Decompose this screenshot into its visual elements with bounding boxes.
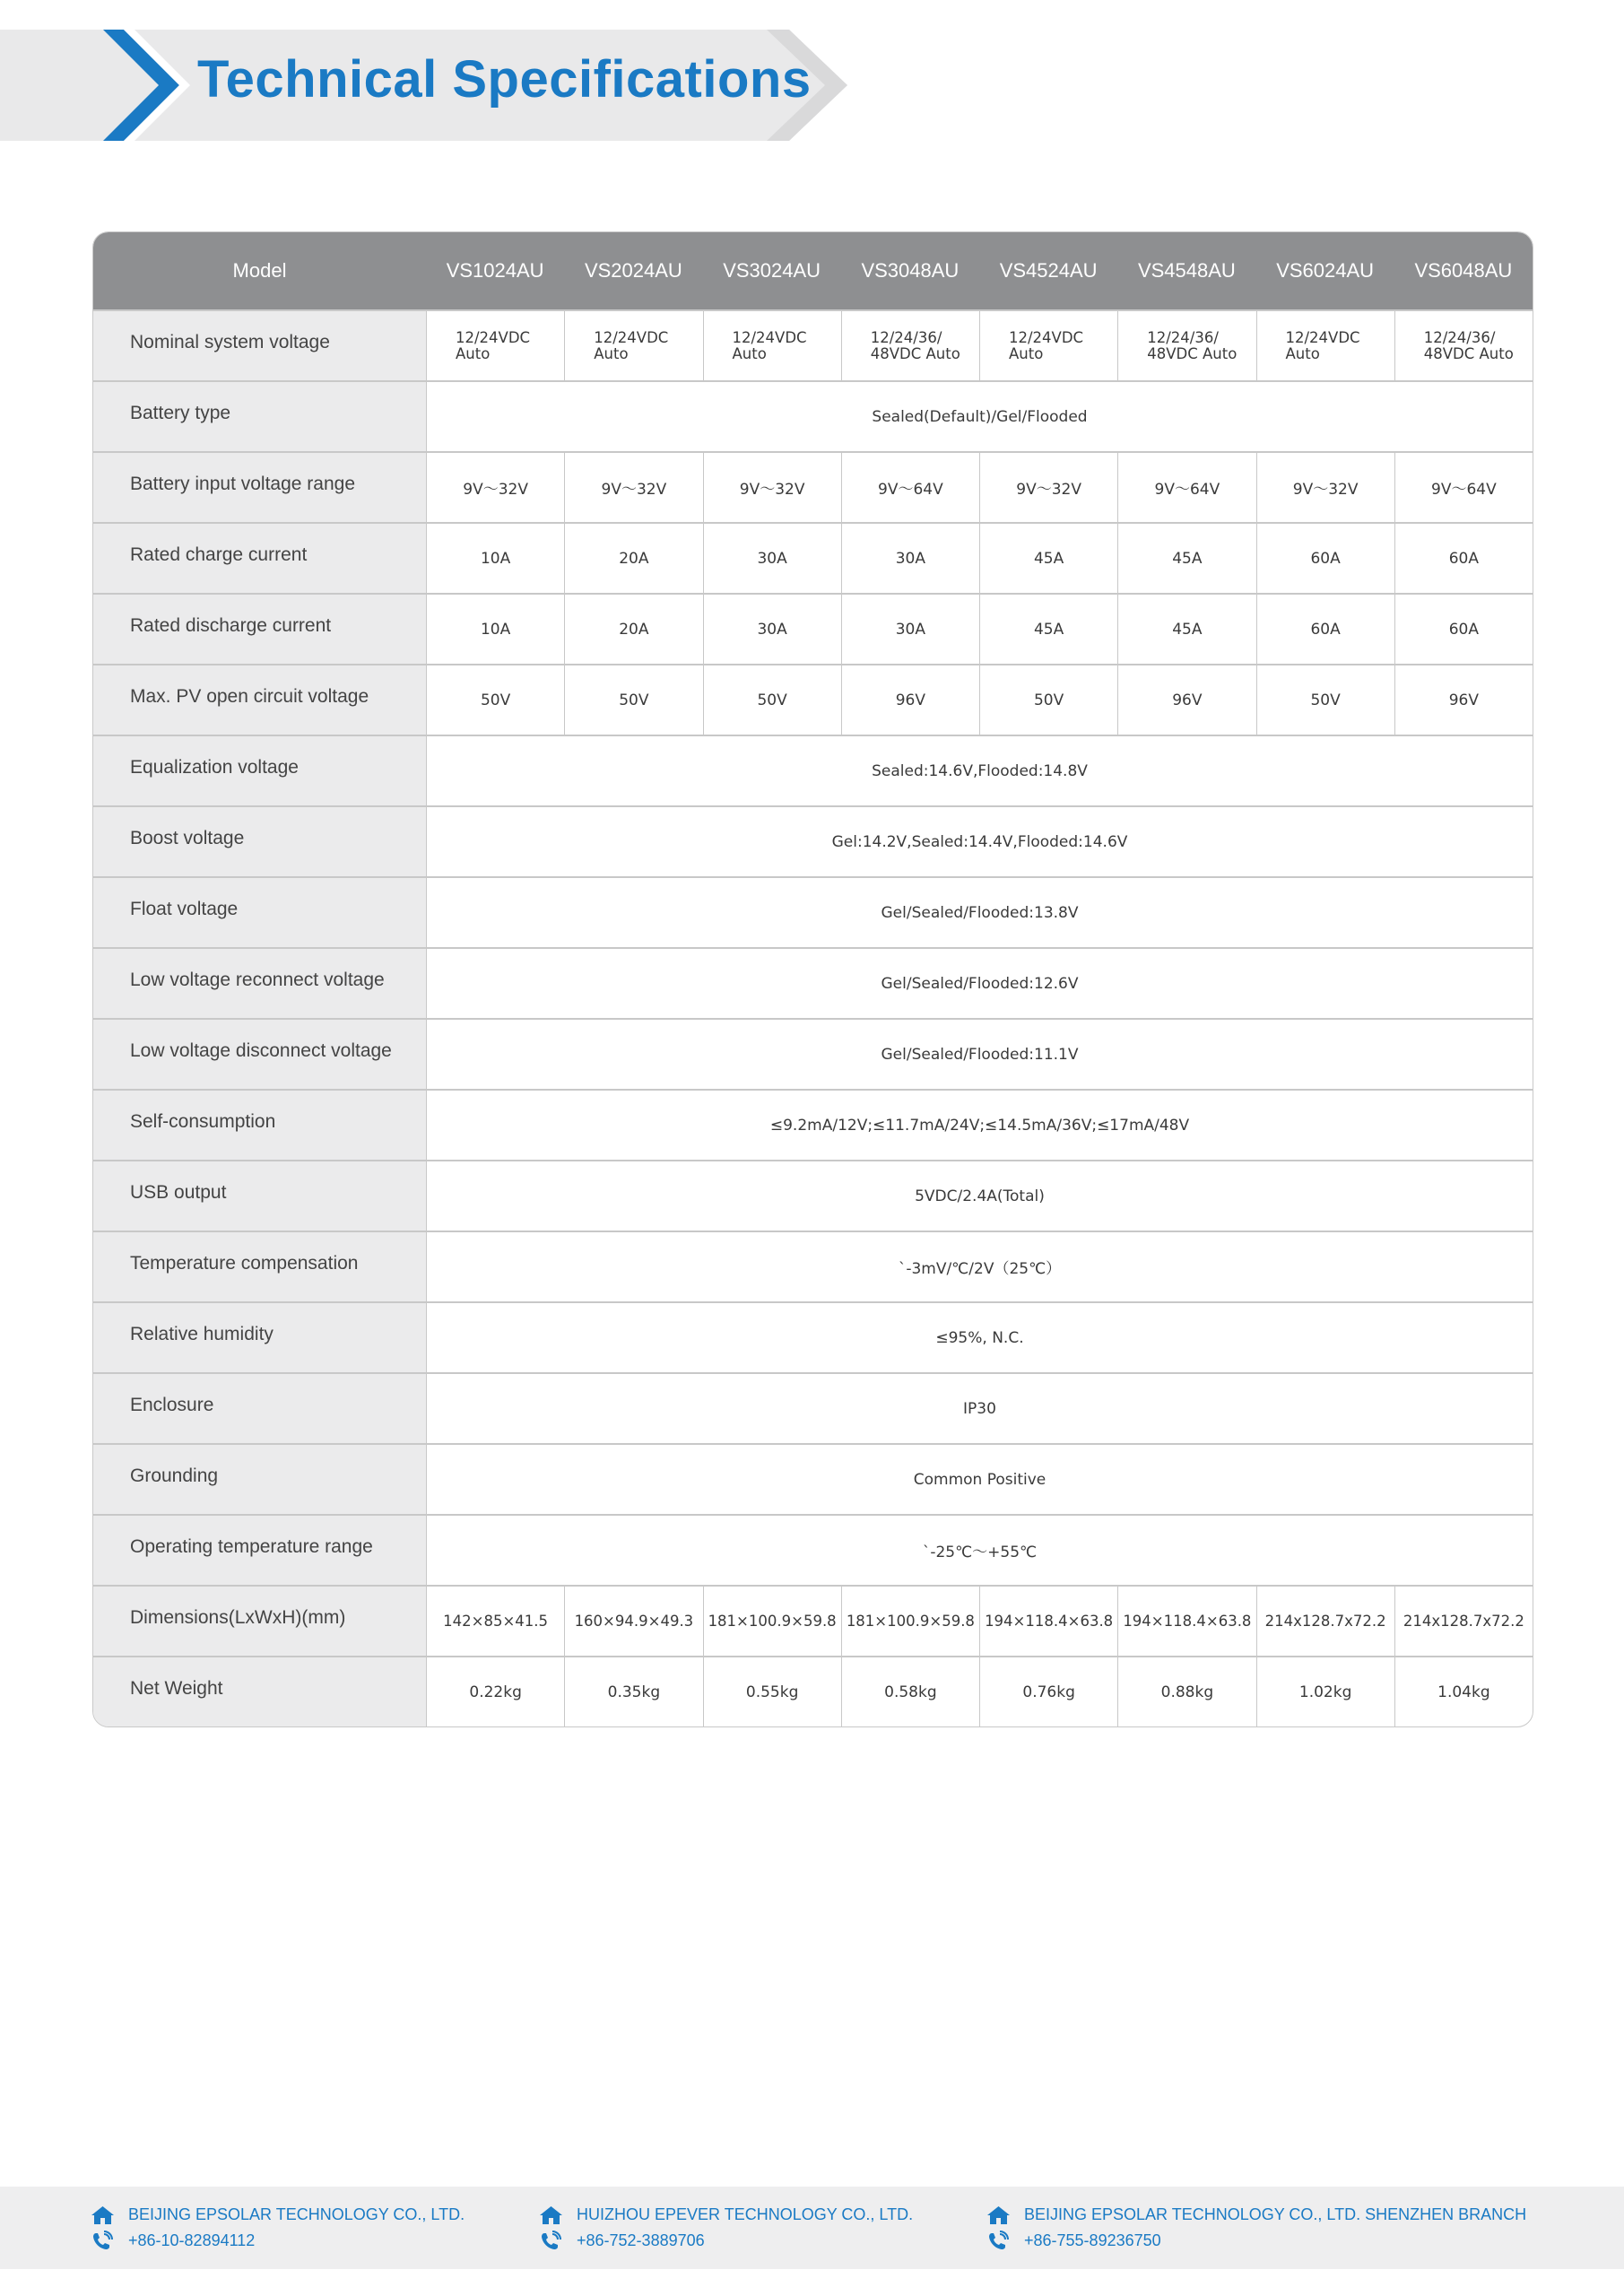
table-cell: 9V～32V <box>979 451 1117 522</box>
table-cell-span: Sealed:14.6V,Flooded:14.8V <box>426 735 1533 805</box>
table-row <box>93 1443 1533 1514</box>
table-cell: 1.04kg <box>1394 1656 1533 1726</box>
table-cell: 12/24/36/ 48VDC Auto <box>841 309 979 380</box>
table-cell: 214x128.7x72.2 <box>1394 1585 1533 1656</box>
table-cell-span: ≤9.2mA/12V;≤11.7mA/24V;≤14.5mA/36V;≤17mA/48V <box>426 1089 1533 1160</box>
home-icon <box>91 2205 115 2226</box>
table-cell: 0.76kg <box>979 1656 1117 1726</box>
table-cell: 60A <box>1394 522 1533 593</box>
header-model: VS3024AU <box>703 232 841 309</box>
footer-entry <box>91 2202 465 2256</box>
table-cell: 30A <box>703 522 841 593</box>
table-cell-span: Gel/Sealed/Flooded:13.8V <box>426 876 1533 947</box>
table-cell: 0.35kg <box>564 1656 702 1726</box>
spec-table <box>92 231 1533 1727</box>
table-cell: 9V～32V <box>564 451 702 522</box>
table-row <box>93 876 1533 947</box>
home-icon <box>986 2205 1011 2226</box>
row-label: Enclosure <box>93 1372 426 1443</box>
table-cell: 160×94.9×49.3 <box>564 1585 702 1656</box>
table-cell: 12/24VDC Auto <box>426 309 564 380</box>
row-label: USB output <box>93 1160 426 1231</box>
footer <box>0 2187 1624 2269</box>
table-row <box>93 1231 1533 1301</box>
table-cell: 50V <box>703 664 841 735</box>
header-model: VS6048AU <box>1394 232 1533 309</box>
table-cell: 50V <box>979 664 1117 735</box>
table-cell: 30A <box>841 522 979 593</box>
table-row <box>93 1585 1533 1656</box>
footer-entry <box>539 2202 913 2256</box>
table-cell-span: Gel/Sealed/Flooded:12.6V <box>426 947 1533 1018</box>
header-model: VS4548AU <box>1117 232 1255 309</box>
table-cell: 45A <box>1117 522 1255 593</box>
row-label: Float voltage <box>93 876 426 947</box>
table-row <box>93 1372 1533 1443</box>
table-cell: 0.22kg <box>426 1656 564 1726</box>
table-cell: 50V <box>1256 664 1394 735</box>
row-label: Equalization voltage <box>93 735 426 805</box>
table-cell-span: `-3mV/℃/2V（25℃） <box>426 1231 1533 1301</box>
table-row <box>93 805 1533 876</box>
page-title: Technical Specifications <box>197 50 812 109</box>
table-cell: 9V～64V <box>1394 451 1533 522</box>
row-label: Dimensions(LxWxH)(mm) <box>93 1585 426 1656</box>
table-cell: 30A <box>841 593 979 664</box>
table-row <box>93 380 1533 451</box>
table-cell: 181×100.9×59.8 <box>841 1585 979 1656</box>
table-cell: 1.02kg <box>1256 1656 1394 1726</box>
table-cell: 9V～32V <box>703 451 841 522</box>
row-label: Grounding <box>93 1443 426 1514</box>
header-model: VS4524AU <box>979 232 1117 309</box>
header-model: VS1024AU <box>426 232 564 309</box>
table-cell: 10A <box>426 522 564 593</box>
table-cell: 181×100.9×59.8 <box>703 1585 841 1656</box>
row-label: Boost voltage <box>93 805 426 876</box>
table-row <box>93 1514 1533 1585</box>
table-cell-span: ≤95%, N.C. <box>426 1301 1533 1372</box>
table-cell: 194×118.4×63.8 <box>979 1585 1117 1656</box>
table-cell: 12/24/36/ 48VDC Auto <box>1394 309 1533 380</box>
table-cell: 10A <box>426 593 564 664</box>
table-cell: 45A <box>979 522 1117 593</box>
row-label: Temperature compensation <box>93 1231 426 1301</box>
table-cell: 96V <box>1394 664 1533 735</box>
header-model: VS6024AU <box>1256 232 1394 309</box>
table-cell: 142×85×41.5 <box>426 1585 564 1656</box>
row-label: Max. PV open circuit voltage <box>93 664 426 735</box>
phone-icon <box>986 2231 1011 2252</box>
footer-company: BEIJING EPSOLAR TECHNOLOGY CO., LTD. SHENZHEN BRANCH <box>1024 2205 1527 2223</box>
row-label: Battery input voltage range <box>93 451 426 522</box>
row-label: Low voltage disconnect voltage <box>93 1018 426 1089</box>
table-cell: 9V～64V <box>1117 451 1255 522</box>
row-label: Rated charge current <box>93 522 426 593</box>
footer-phone[interactable]: +86-755-89236750 <box>1024 2231 1161 2249</box>
header-model-label: Model <box>93 232 426 309</box>
table-cell: 60A <box>1256 593 1394 664</box>
table-row <box>93 1089 1533 1160</box>
table-cell-span: IP30 <box>426 1372 1533 1443</box>
table-row <box>93 1301 1533 1372</box>
table-cell: 0.55kg <box>703 1656 841 1726</box>
table-cell: 12/24VDC Auto <box>703 309 841 380</box>
table-row <box>93 593 1533 664</box>
footer-entry <box>986 2202 1526 2256</box>
table-row <box>93 664 1533 735</box>
table-header-row <box>93 232 1533 309</box>
table-cell: 9V～32V <box>1256 451 1394 522</box>
row-label: Self-consumption <box>93 1089 426 1160</box>
row-label: Low voltage reconnect voltage <box>93 947 426 1018</box>
table-cell-span: `-25℃～+55℃ <box>426 1514 1533 1585</box>
table-row <box>93 1018 1533 1089</box>
header-banner <box>0 30 852 141</box>
footer-company: HUIZHOU EPEVER TECHNOLOGY CO., LTD. <box>577 2205 914 2223</box>
phone-icon <box>91 2231 115 2252</box>
table-cell: 12/24/36/ 48VDC Auto <box>1117 309 1255 380</box>
footer-company: BEIJING EPSOLAR TECHNOLOGY CO., LTD. <box>128 2205 465 2223</box>
header-model: VS3048AU <box>841 232 979 309</box>
row-label: Nominal system voltage <box>93 309 426 380</box>
table-cell: 20A <box>564 522 702 593</box>
table-cell: 20A <box>564 593 702 664</box>
table-row <box>93 309 1533 380</box>
phone-icon <box>539 2231 563 2252</box>
table-cell-span: Sealed(Default)/Gel/Flooded <box>426 380 1533 451</box>
table-cell: 45A <box>1117 593 1255 664</box>
table-cell: 12/24VDC Auto <box>979 309 1117 380</box>
table-cell: 12/24VDC Auto <box>564 309 702 380</box>
row-label: Rated discharge current <box>93 593 426 664</box>
table-row <box>93 522 1533 593</box>
row-label: Battery type <box>93 380 426 451</box>
table-cell: 30A <box>703 593 841 664</box>
footer-phone[interactable]: +86-752-3889706 <box>577 2231 705 2249</box>
table-row <box>93 947 1533 1018</box>
table-cell: 50V <box>564 664 702 735</box>
row-label: Relative humidity <box>93 1301 426 1372</box>
home-icon <box>539 2205 563 2226</box>
table-cell: 214x128.7x72.2 <box>1256 1585 1394 1656</box>
table-row <box>93 735 1533 805</box>
table-cell-span: Gel:14.2V,Sealed:14.4V,Flooded:14.6V <box>426 805 1533 876</box>
table-row <box>93 1160 1533 1231</box>
table-cell-span: Common Positive <box>426 1443 1533 1514</box>
table-cell: 0.58kg <box>841 1656 979 1726</box>
table-cell: 60A <box>1256 522 1394 593</box>
row-label: Net Weight <box>93 1656 426 1726</box>
header-model: VS2024AU <box>564 232 702 309</box>
table-cell: 12/24VDC Auto <box>1256 309 1394 380</box>
table-row <box>93 1656 1533 1726</box>
table-cell: 96V <box>1117 664 1255 735</box>
footer-phone[interactable]: +86-10-82894112 <box>128 2231 256 2249</box>
table-cell: 50V <box>426 664 564 735</box>
table-cell: 60A <box>1394 593 1533 664</box>
table-cell: 9V～32V <box>426 451 564 522</box>
table-cell: 96V <box>841 664 979 735</box>
table-cell-span: 5VDC/2.4A(Total) <box>426 1160 1533 1231</box>
table-row <box>93 451 1533 522</box>
table-cell: 9V～64V <box>841 451 979 522</box>
row-label: Operating temperature range <box>93 1514 426 1585</box>
table-cell: 45A <box>979 593 1117 664</box>
table-cell: 194×118.4×63.8 <box>1117 1585 1255 1656</box>
table-cell: 0.88kg <box>1117 1656 1255 1726</box>
table-cell-span: Gel/Sealed/Flooded:11.1V <box>426 1018 1533 1089</box>
